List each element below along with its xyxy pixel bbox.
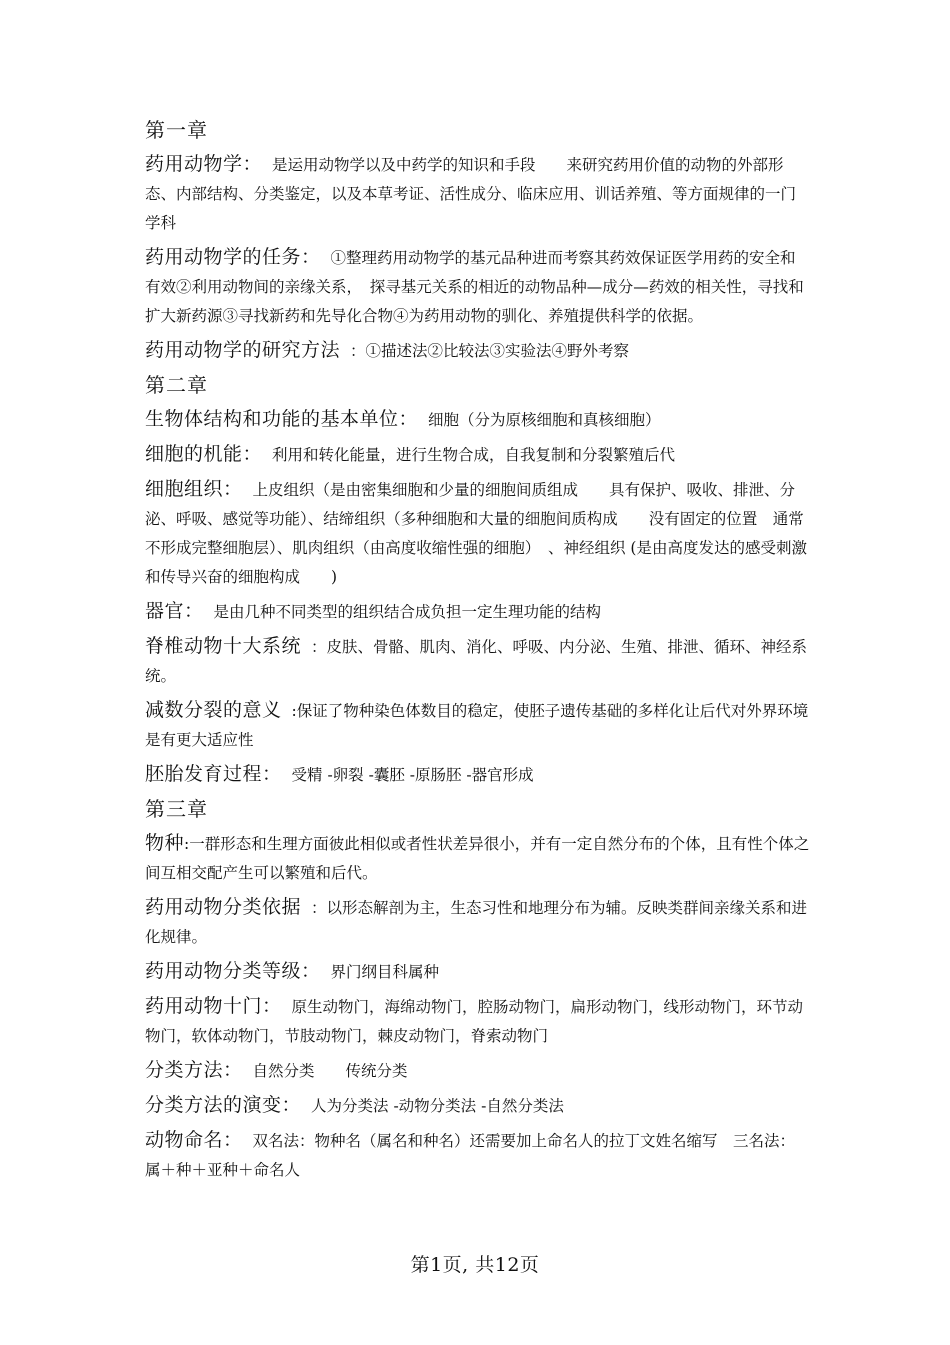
phyla-entry <box>145 992 810 1051</box>
tasks-entry <box>145 243 810 331</box>
chapter-3-heading: 第三章 <box>145 797 208 821</box>
systems-entry <box>145 632 810 691</box>
term: 药用动物学： <box>145 153 263 175</box>
term: 药用动物学的研究方法 <box>145 339 341 361</box>
document-body <box>145 115 810 1185</box>
page-number: 第1页, 共12页 <box>410 1254 540 1276</box>
definition: ①整理药用动物学的基元品种进而考察其药效保证医学用药的安全和有效②利用动物间的亲缘关系， 探寻基元关系的相近的动物品种—成分—药效的相关性，寻找和扩大新药源③寻找新药和先导化合物④为药用动物的驯化、养殖提供科学的依据。 <box>145 249 804 325</box>
tissue-entry <box>145 475 810 592</box>
term: 生物体结构和功能的基本单位： <box>145 408 419 430</box>
definition: 上皮组织（是由密集细胞和少量的细胞间质组成 具有保护、吸收、排泄、分泌、呼吸、感觉等功能）、结缔组织（多种细胞和大量的细胞间质构成 没有固定的位置 通常不形成完整细胞层）、肌肉组织（由高度收缩性强的细胞） 、神经组织 (是由高度发达的感受刺激和传导兴奋的细胞构成 ) <box>145 481 807 586</box>
methods-entry <box>145 336 810 366</box>
definition: :保证了物种染色体数目的稳定，使胚子遗传基础的多样化让后代对外界环境是有更大适应性 <box>145 702 809 749</box>
term: 物种 <box>145 832 185 854</box>
definition: 人为分类法 -动物分类法 -自然分类法 <box>311 1097 564 1115</box>
definition: ：以形态解剖为主，生态习性和地理分布为辅。反映类群间亲缘关系和进化规律。 <box>145 899 808 946</box>
embryo-entry <box>145 760 810 790</box>
meiosis-entry <box>145 696 810 755</box>
term: 细胞的机能： <box>145 443 263 465</box>
classification-basis-entry <box>145 893 810 952</box>
term: 药用动物分类等级： <box>145 960 321 982</box>
term: 药用动物学的任务： <box>145 246 321 268</box>
definition: :一群形态和生理方面彼此相似或者性状差异很小，并有一定自然分布的个体，且有性个体之间互相交配产生可以繁殖和后代。 <box>145 835 810 882</box>
classification-method-entry <box>145 1056 810 1086</box>
term: 分类方法的演变： <box>145 1094 302 1116</box>
chapter-2-heading: 第二章 <box>145 373 208 397</box>
definition: 是由几种不同类型的组织结合成负担一定生理功能的结构 <box>213 603 602 621</box>
term: 药用动物分类依据 <box>145 896 302 918</box>
definition: 是运用动物学以及中药学的知识和手段 来研究药用价值的动物的外部形态、内部结构、分类鉴定，以及本草考证、活性成分、临床应用、训话养殖、等方面规律的一门学科 <box>145 156 797 232</box>
definition: 界门纲目科属种 <box>330 963 440 981</box>
method-evolution-entry <box>145 1091 810 1121</box>
definition: 自然分类 传统分类 <box>252 1062 408 1080</box>
species-entry <box>145 829 810 888</box>
classification-rank-entry <box>145 957 810 987</box>
term: 动物命名： <box>145 1129 243 1151</box>
organ-entry <box>145 597 810 627</box>
definition: 原生动物门，海绵动物门，腔肠动物门，扁形动物门，线形动物门，环节动物门，软体动物门，节肢动物门，棘皮动物门，脊索动物门 <box>145 998 804 1045</box>
term: 分类方法： <box>145 1059 243 1081</box>
term: 脊椎动物十大系统 <box>145 635 302 657</box>
term: 器官： <box>145 600 204 622</box>
cell-function-entry <box>145 440 810 470</box>
definition: 双名法：物种名（属名和种名）还需要加上命名人的拉丁文姓名缩写 三名法：属＋种＋亚种＋命名人 <box>145 1132 796 1179</box>
term: 减数分裂的意义 <box>145 699 282 721</box>
term: 药用动物十门： <box>145 995 282 1017</box>
definition: ：皮肤、骨骼、肌肉、消化、呼吸、内分泌、生殖、排泄、循环、神经系统。 <box>145 638 808 685</box>
naming-entry <box>145 1126 810 1185</box>
definition: 细胞（分为原核细胞和真核细胞） <box>428 411 661 429</box>
basic-unit-entry <box>145 405 810 435</box>
definition: ：①描述法②比较法③实验法④野外考察 <box>350 342 630 360</box>
definition-entry <box>145 150 810 238</box>
term: 细胞组织： <box>145 478 243 500</box>
term: 胚胎发育过程： <box>145 763 282 785</box>
definition: 利用和转化能量，进行生物合成，自我复制和分裂繁殖后代 <box>272 446 676 464</box>
chapter-1-heading: 第一章 <box>145 118 208 142</box>
definition: 受精 -卵裂 -囊胚 -原肠胚 -器官形成 <box>291 766 534 784</box>
